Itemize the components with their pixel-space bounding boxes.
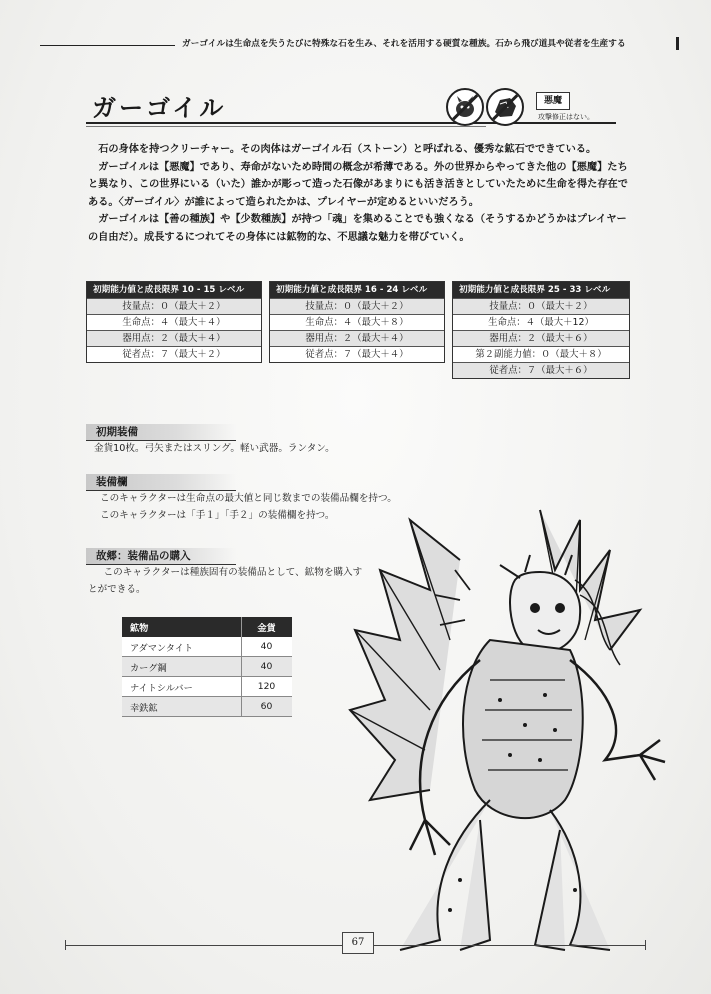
running-header: ガーゴイルは生命点を失うたびに特殊な石を生み、それを活用する硬質な種族。石から飛び道具や従者を生産する	[182, 39, 626, 49]
stat-table-header: 初期能力値と成長限界 10 - 15 レベル	[87, 282, 261, 298]
stat-table-16-24	[269, 281, 445, 363]
race-tag-note: 攻撃修正はない。	[538, 113, 594, 121]
footer-end-right	[645, 940, 646, 950]
stone-icon	[486, 88, 524, 126]
stat-table-header: 初期能力値と成長限界 16 - 24 レベル	[270, 282, 444, 298]
stat-row: 生命点：４（最大＋８）	[270, 314, 444, 330]
race-tag: 悪魔	[536, 92, 570, 110]
purchase-line: このキャラクターは種族固有の装備品として、鉱物を購入す	[103, 567, 363, 578]
stat-row: 従者点：７（最大＋４）	[270, 346, 444, 362]
ore-name: カーグ鋼	[122, 657, 242, 677]
intro-paragraph: 石の身体を持つクリーチャー。その肉体はガーゴイル石（ストーン）と呼ばれる、優秀な鉱石でできている。	[98, 144, 597, 155]
stat-row: 技量点：０（最大＋２）	[270, 298, 444, 314]
stat-table-10-15	[86, 281, 262, 363]
page-number: 67	[342, 932, 374, 954]
ore-name: 幸鉄鉱	[122, 697, 242, 717]
stat-row: 従者点：７（最大＋２）	[87, 346, 261, 362]
ore-price: 40	[242, 657, 293, 677]
intro-text	[88, 141, 628, 247]
stat-row: 技量点：０（最大＋２）	[87, 298, 261, 314]
ore-name: ナイトシルバー	[122, 677, 242, 697]
equipment-line: 金貨10枚。弓矢またはスリング。軽い武器。ランタン。	[94, 443, 335, 454]
title-rule	[86, 122, 616, 124]
stat-table-25-33	[452, 281, 630, 379]
ore-price: 60	[242, 697, 293, 717]
title-rule-secondary	[86, 126, 486, 127]
stat-table-header: 初期能力値と成長限界 25 - 33 レベル	[453, 282, 629, 298]
stat-row: 技量点：０（最大＋２）	[453, 298, 629, 314]
table-row	[122, 697, 292, 717]
page-title: ガーゴイル	[92, 94, 227, 122]
price-column-header: 金貨	[242, 617, 293, 637]
intro-paragraph: ガーゴイルは【善の種族】や【少数種族】が持つ「魂」を集めることでも強くなる（そうするかどうかはプレイヤーの自由だ）。成長するにつれてその身体には鉱物的な、不思議な魅力を帯びていく。	[88, 214, 627, 243]
ore-price: 40	[242, 637, 293, 657]
ore-name: アダマンタイト	[122, 637, 242, 657]
equipment-text	[94, 440, 474, 457]
purchase-heading: 故郷：装備品の購入	[86, 548, 236, 565]
table-row	[122, 657, 292, 677]
slots-line: このキャラクターは生命点の最大値と同じ数までの装備品欄を持つ。	[100, 493, 397, 504]
demon-egg-icon	[446, 88, 484, 126]
table-row	[122, 637, 292, 657]
table-row	[122, 677, 292, 697]
footer-end-left	[65, 940, 66, 950]
intro-paragraph: ガーゴイルは【悪魔】であり、寿命がないため時間の概念が希薄である。外の世界からやってきた他の【悪魔】たちと異なり、この世界にいる（いた）誰かが彫って造った石像があまりにも活き活きとしていたために生命を得た存在である。〈ガーゴイル〉が誰によって造られたかは、プレイヤーが定めるといいだろう。	[88, 161, 628, 208]
stat-row: 従者点：７（最大＋６）	[453, 362, 629, 378]
header-rule	[40, 45, 175, 46]
stat-row: 生命点：４（最大＋12）	[453, 314, 629, 330]
stat-row: 器用点：２（最大＋４）	[270, 330, 444, 346]
slots-heading: 装備欄	[86, 474, 236, 491]
slots-line: このキャラクターは「手１」「手２」の装備欄を持つ。	[100, 510, 335, 521]
header-bar	[676, 37, 679, 50]
stat-row: 第２副能力値：０（最大＋８）	[453, 346, 629, 362]
stat-row: 器用点：２（最大＋４）	[87, 330, 261, 346]
stat-row: 器用点：２（最大＋６）	[453, 330, 629, 346]
ore-price-table	[122, 617, 292, 717]
gargoyle-illustration	[340, 500, 680, 960]
stat-row: 生命点：４（最大＋４）	[87, 314, 261, 330]
equipment-heading: 初期装備	[86, 424, 236, 441]
ore-price: 120	[242, 677, 293, 697]
ore-column-header: 鉱物	[122, 617, 242, 637]
purchase-line: とができる。	[88, 584, 146, 595]
